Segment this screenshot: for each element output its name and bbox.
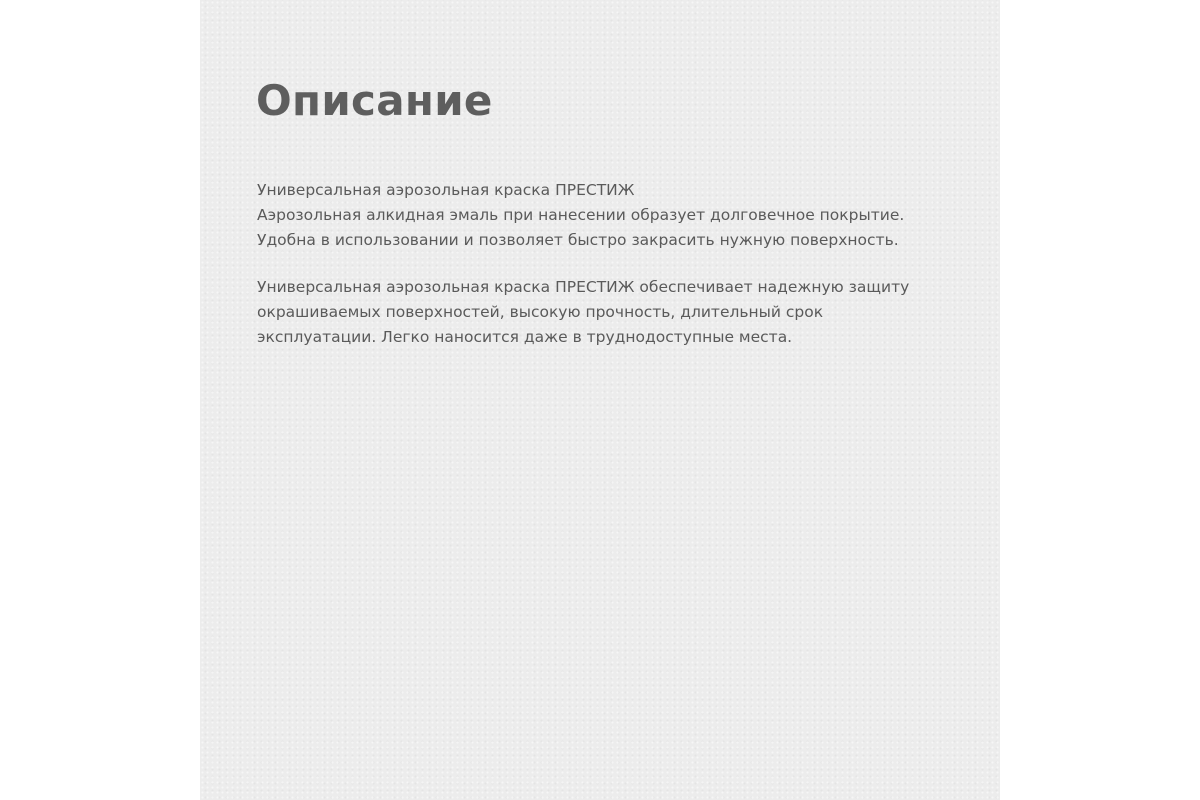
description-panel xyxy=(200,0,1000,800)
description-body xyxy=(257,178,957,372)
section-title: Описание xyxy=(256,76,493,125)
description-paragraph: Универсальная аэрозольная краска ПРЕСТИЖ обеспечивает надежную защиту окрашиваемых поверхностей, высокую прочность, длительный срок эксплуатации. Легко наносится даже в труднодоступные места. xyxy=(257,278,910,346)
description-paragraph: Универсальная аэрозольная краска ПРЕСТИЖ Аэрозольная алкидная эмаль при нанесении образует долговечное покрытие. Удобна в использовании и позволяет быстро закрасить нужную поверхность. xyxy=(257,181,905,249)
